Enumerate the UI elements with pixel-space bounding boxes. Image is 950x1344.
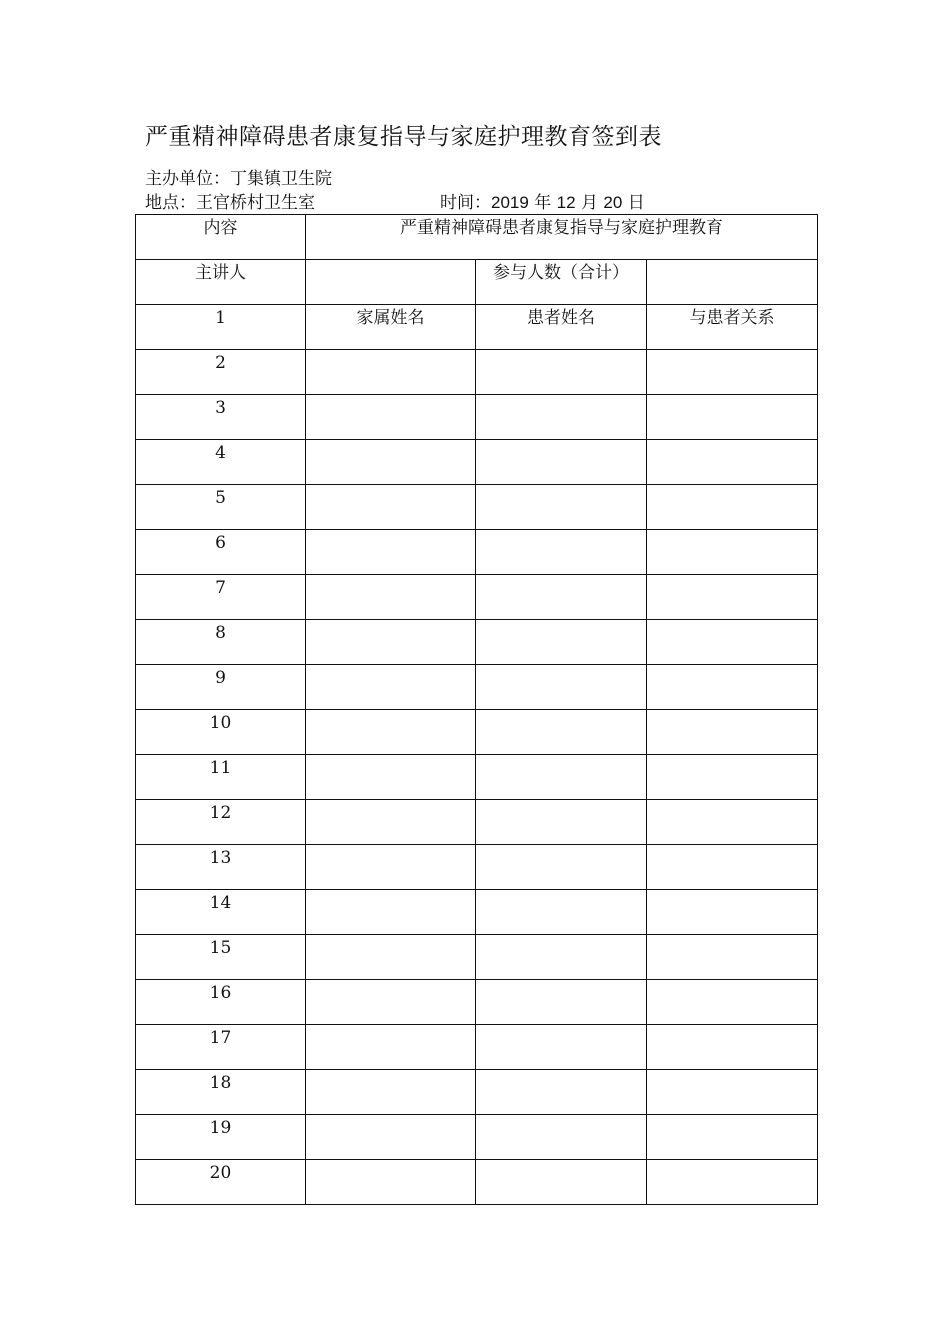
- patient-name-cell-text: [476, 935, 646, 940]
- relation-cell-text: [647, 485, 817, 490]
- patient-name-cell-text: [476, 980, 646, 985]
- row-number-text: 19: [209, 1118, 232, 1138]
- patient-name-cell[interactable]: [476, 395, 647, 440]
- time-day: 20: [603, 193, 623, 212]
- relation-cell[interactable]: [647, 800, 818, 845]
- family-name-cell[interactable]: [306, 1025, 476, 1070]
- table-row: [136, 665, 818, 710]
- patient-name-cell[interactable]: [476, 980, 647, 1025]
- header-patient-name: 患者姓名: [527, 308, 595, 328]
- family-name-cell-text: [306, 395, 475, 400]
- row-number-text: 13: [209, 848, 232, 868]
- speaker-label: 主讲人: [195, 263, 246, 283]
- relation-cell[interactable]: [647, 1115, 818, 1160]
- time-month: 12: [556, 193, 576, 212]
- relation-cell-text: [647, 440, 817, 445]
- table-row: [136, 575, 818, 620]
- row-number: [136, 1160, 306, 1205]
- row-number-text: 4: [215, 443, 226, 463]
- time-day-unit: 日: [627, 193, 645, 213]
- family-name-cell-text: [306, 800, 475, 805]
- family-name-cell[interactable]: [306, 440, 476, 485]
- table-row: [136, 350, 818, 395]
- family-name-cell[interactable]: [306, 845, 476, 890]
- participants-label-cell: [476, 260, 647, 305]
- patient-name-cell-text: [476, 1160, 646, 1165]
- column-header-row: [136, 305, 818, 350]
- table-row: [136, 755, 818, 800]
- organizer-line: [145, 164, 332, 189]
- patient-name-cell-text: [476, 530, 646, 535]
- relation-cell[interactable]: [647, 890, 818, 935]
- family-name-cell-text: [306, 845, 475, 850]
- relation-cell[interactable]: [647, 350, 818, 395]
- row-number-text: 20: [209, 1163, 232, 1183]
- table-row: [136, 845, 818, 890]
- relation-cell[interactable]: [647, 980, 818, 1025]
- row-number: [136, 530, 306, 575]
- patient-name-cell-text: [476, 845, 646, 850]
- row-number: [136, 350, 306, 395]
- family-name-cell[interactable]: [306, 935, 476, 980]
- relation-cell-text: [647, 1025, 817, 1030]
- patient-name-cell-text: [476, 620, 646, 625]
- row-number-text: 6: [215, 533, 226, 553]
- location-line: [145, 188, 315, 213]
- content-label-cell: [136, 215, 306, 260]
- patient-name-cell[interactable]: [476, 935, 647, 980]
- row-number-text: 8: [215, 623, 226, 643]
- table-row: [136, 890, 818, 935]
- speaker-row: [136, 260, 818, 305]
- row-number-text: 14: [209, 893, 232, 913]
- family-name-cell[interactable]: [306, 485, 476, 530]
- patient-name-cell-text: [476, 1115, 646, 1120]
- relation-cell[interactable]: [647, 845, 818, 890]
- table-row: [136, 1115, 818, 1160]
- relation-cell-text: [647, 620, 817, 625]
- patient-name-cell[interactable]: [476, 800, 647, 845]
- patient-name-cell[interactable]: [476, 1025, 647, 1070]
- row-number-text: 11: [209, 758, 232, 778]
- family-name-cell-text: [306, 1115, 475, 1120]
- relation-cell[interactable]: [647, 665, 818, 710]
- row-number-text: 18: [209, 1073, 232, 1093]
- table-row: [136, 485, 818, 530]
- family-name-cell-text: [306, 980, 475, 985]
- header-relation-cell: [647, 305, 818, 350]
- family-name-cell-text: [306, 440, 475, 445]
- content-label: 内容: [203, 218, 238, 238]
- family-name-cell[interactable]: [306, 1115, 476, 1160]
- patient-name-cell[interactable]: [476, 1070, 647, 1115]
- family-name-cell[interactable]: [306, 350, 476, 395]
- participants-value: [647, 260, 817, 265]
- relation-cell[interactable]: [647, 620, 818, 665]
- patient-name-cell[interactable]: [476, 530, 647, 575]
- relation-cell-text: [647, 710, 817, 715]
- relation-cell[interactable]: [647, 395, 818, 440]
- table-row: [136, 710, 818, 755]
- relation-cell-text: [647, 665, 817, 670]
- relation-cell[interactable]: [647, 755, 818, 800]
- patient-name-cell-text: [476, 440, 646, 445]
- family-name-cell-text: [306, 350, 475, 355]
- family-name-cell-text: [306, 710, 475, 715]
- patient-name-cell[interactable]: [476, 845, 647, 890]
- patient-name-cell[interactable]: [476, 485, 647, 530]
- family-name-cell[interactable]: [306, 1160, 476, 1205]
- family-name-cell-text: [306, 665, 475, 670]
- relation-cell[interactable]: [647, 1025, 818, 1070]
- table-row: [136, 620, 818, 665]
- family-name-cell-text: [306, 1025, 475, 1030]
- patient-name-cell-text: [476, 890, 646, 895]
- relation-cell-text: [647, 575, 817, 580]
- family-name-cell[interactable]: [306, 890, 476, 935]
- patient-name-cell[interactable]: [476, 890, 647, 935]
- header-relation: 与患者关系: [689, 308, 775, 328]
- patient-name-cell-text: [476, 665, 646, 670]
- relation-cell-text: [647, 800, 817, 805]
- family-name-cell[interactable]: [306, 395, 476, 440]
- row-number: [136, 890, 306, 935]
- row-number: [136, 845, 306, 890]
- patient-name-cell[interactable]: [476, 575, 647, 620]
- header-patient-name-cell: [476, 305, 647, 350]
- time-year: 2019: [491, 193, 529, 212]
- row-number: [136, 1070, 306, 1115]
- table-row: [136, 530, 818, 575]
- patient-name-cell[interactable]: [476, 665, 647, 710]
- row-number: [136, 1025, 306, 1070]
- relation-cell[interactable]: [647, 440, 818, 485]
- row-number-text: 12: [209, 803, 232, 823]
- header-number-cell: [136, 305, 306, 350]
- family-name-cell[interactable]: [306, 755, 476, 800]
- row-number: [136, 710, 306, 755]
- family-name-cell[interactable]: [306, 665, 476, 710]
- speaker-value-cell[interactable]: [306, 260, 476, 305]
- time-label: 时间：: [440, 193, 491, 213]
- row-number: [136, 755, 306, 800]
- row-number: [136, 800, 306, 845]
- patient-name-cell-text: [476, 710, 646, 715]
- participants-value-cell[interactable]: [647, 260, 818, 305]
- family-name-cell-text: [306, 935, 475, 940]
- row-number: [136, 935, 306, 980]
- family-name-cell-text: [306, 890, 475, 895]
- row-number-text: 5: [215, 488, 226, 508]
- table-row: [136, 1070, 818, 1115]
- row-number: [136, 1115, 306, 1160]
- location-value: 王官桥村卫生室: [196, 193, 315, 213]
- patient-name-cell[interactable]: [476, 620, 647, 665]
- header-number: 1: [215, 308, 226, 328]
- relation-cell[interactable]: [647, 530, 818, 575]
- header-family-name-cell: [306, 305, 476, 350]
- row-number: [136, 980, 306, 1025]
- time-line: [440, 188, 645, 213]
- row-number: [136, 665, 306, 710]
- relation-cell[interactable]: [647, 935, 818, 980]
- family-name-cell-text: [306, 575, 475, 580]
- relation-cell[interactable]: [647, 710, 818, 755]
- relation-cell[interactable]: [647, 1070, 818, 1115]
- relation-cell-text: [647, 1070, 817, 1075]
- table-row: [136, 800, 818, 845]
- patient-name-cell-text: [476, 485, 646, 490]
- family-name-cell[interactable]: [306, 620, 476, 665]
- relation-cell-text: [647, 1160, 817, 1165]
- row-number-text: 9: [215, 668, 226, 688]
- relation-cell-text: [647, 755, 817, 760]
- row-number-text: 7: [215, 578, 226, 598]
- table-row: [136, 935, 818, 980]
- family-name-cell-text: [306, 485, 475, 490]
- patient-name-cell-text: [476, 395, 646, 400]
- row-number: [136, 485, 306, 530]
- family-name-cell-text: [306, 1070, 475, 1075]
- relation-cell-text: [647, 935, 817, 940]
- participants-label: 参与人数（合计）: [493, 263, 629, 283]
- row-number-text: 3: [215, 398, 226, 418]
- patient-name-cell-text: [476, 1070, 646, 1075]
- header-family-name: 家属姓名: [356, 308, 425, 328]
- table-row: [136, 1025, 818, 1070]
- table-row: [136, 980, 818, 1025]
- table-row: [136, 440, 818, 485]
- table-row: [136, 395, 818, 440]
- organizer-value: 丁集镇卫生院: [230, 169, 332, 189]
- patient-name-cell-text: [476, 575, 646, 580]
- patient-name-cell-text: [476, 1025, 646, 1030]
- table-row: [136, 1160, 818, 1205]
- patient-name-cell[interactable]: [476, 1115, 647, 1160]
- row-number: [136, 440, 306, 485]
- family-name-cell[interactable]: [306, 1070, 476, 1115]
- content-row: [136, 215, 818, 260]
- patient-name-cell-text: [476, 800, 646, 805]
- time-year-unit: 年: [534, 193, 552, 213]
- sign-in-table: [135, 214, 818, 1205]
- relation-cell[interactable]: [647, 485, 818, 530]
- relation-cell-text: [647, 350, 817, 355]
- page-title: 严重精神障碍患者康复指导与家庭护理教育签到表: [145, 124, 662, 150]
- location-label: 地点：: [145, 193, 196, 213]
- speaker-value: [306, 260, 475, 265]
- relation-cell[interactable]: [647, 575, 818, 620]
- patient-name-cell[interactable]: [476, 710, 647, 755]
- family-name-cell[interactable]: [306, 980, 476, 1025]
- speaker-label-cell: [136, 260, 306, 305]
- family-name-cell[interactable]: [306, 530, 476, 575]
- relation-cell-text: [647, 980, 817, 985]
- patient-name-cell-text: [476, 350, 646, 355]
- relation-cell-text: [647, 395, 817, 400]
- time-month-unit: 月: [580, 193, 598, 213]
- family-name-cell[interactable]: [306, 800, 476, 845]
- row-number: [136, 620, 306, 665]
- row-number-text: 10: [209, 713, 232, 733]
- family-name-cell-text: [306, 530, 475, 535]
- family-name-cell-text: [306, 620, 475, 625]
- organizer-label: 主办单位：: [145, 169, 230, 189]
- family-name-cell[interactable]: [306, 575, 476, 620]
- row-number: [136, 575, 306, 620]
- patient-name-cell[interactable]: [476, 1160, 647, 1205]
- relation-cell[interactable]: [647, 1160, 818, 1205]
- family-name-cell-text: [306, 755, 475, 760]
- patient-name-cell[interactable]: [476, 440, 647, 485]
- relation-cell-text: [647, 1115, 817, 1120]
- relation-cell-text: [647, 845, 817, 850]
- family-name-cell[interactable]: [306, 710, 476, 755]
- family-name-cell-text: [306, 1160, 475, 1165]
- relation-cell-text: [647, 530, 817, 535]
- row-number: [136, 395, 306, 440]
- row-number-text: 16: [209, 983, 232, 1003]
- row-number-text: 15: [209, 938, 232, 958]
- patient-name-cell[interactable]: [476, 755, 647, 800]
- row-number-text: 2: [215, 353, 226, 373]
- patient-name-cell[interactable]: [476, 350, 647, 395]
- content-value-cell[interactable]: [306, 215, 818, 260]
- patient-name-cell-text: [476, 755, 646, 760]
- relation-cell-text: [647, 890, 817, 895]
- content-value: 严重精神障碍患者康复指导与家庭护理教育: [400, 218, 723, 238]
- row-number-text: 17: [209, 1028, 232, 1048]
